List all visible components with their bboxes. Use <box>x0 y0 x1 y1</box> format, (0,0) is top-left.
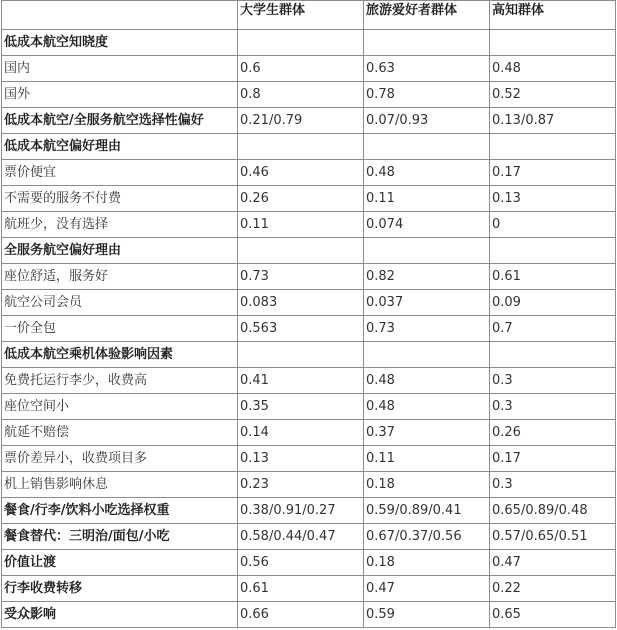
value-cell <box>490 342 616 368</box>
row-label-cell: 全服务航空偏好理由 <box>2 238 238 264</box>
value-cell <box>364 30 490 56</box>
table-row <box>2 238 616 264</box>
table-row <box>2 316 616 342</box>
value-cell: 0.083 <box>238 290 364 316</box>
value-cell: 0.6 <box>238 56 364 82</box>
value-cell <box>238 30 364 56</box>
value-cell: 0.11 <box>364 446 490 472</box>
table-row <box>2 420 616 446</box>
value-cell <box>238 134 364 160</box>
row-label-cell: 机上销售影响休息 <box>2 472 238 498</box>
row-label-cell: 不需要的服务不付费 <box>2 186 238 212</box>
value-cell: 0.22 <box>490 576 616 602</box>
value-cell: 0.074 <box>364 212 490 238</box>
value-cell: 0.82 <box>364 264 490 290</box>
value-cell: 0.63 <box>364 56 490 82</box>
value-cell: 0.037 <box>364 290 490 316</box>
row-label-cell: 座位空间小 <box>2 394 238 420</box>
value-cell <box>364 342 490 368</box>
row-label-cell: 低成本航空偏好理由 <box>2 134 238 160</box>
row-label-cell: 票价差异小，收费项目多 <box>2 446 238 472</box>
table-row <box>2 56 616 82</box>
value-cell: 0.73 <box>364 316 490 342</box>
value-cell: 0.38/0.91/0.27 <box>238 498 364 524</box>
value-cell <box>238 238 364 264</box>
table-row <box>2 472 616 498</box>
value-cell: 0.13 <box>238 446 364 472</box>
value-cell: 0.61 <box>238 576 364 602</box>
value-cell: 0.09 <box>490 290 616 316</box>
value-cell: 0.7 <box>490 316 616 342</box>
row-label-cell: 一价全包 <box>2 316 238 342</box>
row-label-cell: 国外 <box>2 82 238 108</box>
table-row <box>2 550 616 576</box>
table-row <box>2 264 616 290</box>
value-cell: 0.3 <box>490 472 616 498</box>
value-cell: 0.13 <box>490 186 616 212</box>
value-cell: 0.65 <box>490 602 616 628</box>
table-row <box>2 82 616 108</box>
row-label-cell: 餐食/行李/饮料小吃选择权重 <box>2 498 238 524</box>
value-cell: 0.563 <box>238 316 364 342</box>
value-cell: 0.17 <box>490 446 616 472</box>
value-cell: 0.59/0.89/0.41 <box>364 498 490 524</box>
value-cell: 0.37 <box>364 420 490 446</box>
row-label-cell: 航班少，没有选择 <box>2 212 238 238</box>
table-header-row <box>2 1 616 30</box>
value-cell: 0.3 <box>490 368 616 394</box>
table-row <box>2 160 616 186</box>
value-cell: 0.48 <box>364 394 490 420</box>
value-cell: 0.78 <box>364 82 490 108</box>
value-cell: 0.73 <box>238 264 364 290</box>
value-cell: 0.41 <box>238 368 364 394</box>
value-cell: 0.18 <box>364 550 490 576</box>
table-row <box>2 30 616 56</box>
value-cell: 0.8 <box>238 82 364 108</box>
value-cell: 0.14 <box>238 420 364 446</box>
table-row <box>2 134 616 160</box>
row-label-cell: 票价便宜 <box>2 160 238 186</box>
value-cell <box>490 134 616 160</box>
value-cell: 0.11 <box>364 186 490 212</box>
value-cell: 0.59 <box>364 602 490 628</box>
table-row <box>2 446 616 472</box>
header-cell-intellectuals: 高知群体 <box>490 1 616 30</box>
value-cell: 0 <box>490 212 616 238</box>
value-cell: 0.13/0.87 <box>490 108 616 134</box>
value-cell: 0.21/0.79 <box>238 108 364 134</box>
value-cell <box>490 238 616 264</box>
table-row <box>2 576 616 602</box>
value-cell: 0.48 <box>364 368 490 394</box>
value-cell: 0.56 <box>238 550 364 576</box>
value-cell: 0.67/0.37/0.56 <box>364 524 490 550</box>
header-cell-corner <box>2 1 238 30</box>
row-label-cell: 价值让渡 <box>2 550 238 576</box>
row-label-cell: 受众影响 <box>2 602 238 628</box>
table-row <box>2 394 616 420</box>
value-cell: 0.52 <box>490 82 616 108</box>
table-row <box>2 290 616 316</box>
value-cell <box>490 30 616 56</box>
table-row <box>2 212 616 238</box>
value-cell: 0.57/0.65/0.51 <box>490 524 616 550</box>
row-label-cell: 行李收费转移 <box>2 576 238 602</box>
value-cell <box>364 238 490 264</box>
value-cell: 0.17 <box>490 160 616 186</box>
value-cell: 0.65/0.89/0.48 <box>490 498 616 524</box>
table-row <box>2 602 616 628</box>
survey-table <box>1 0 616 628</box>
value-cell <box>238 342 364 368</box>
row-label-cell: 航空公司会员 <box>2 290 238 316</box>
table-row <box>2 368 616 394</box>
row-label-cell: 餐食替代：三明治/面包/小吃 <box>2 524 238 550</box>
value-cell: 0.47 <box>490 550 616 576</box>
row-label-cell: 座位舒适，服务好 <box>2 264 238 290</box>
value-cell: 0.26 <box>238 186 364 212</box>
value-cell: 0.18 <box>364 472 490 498</box>
value-cell: 0.47 <box>364 576 490 602</box>
table-row <box>2 498 616 524</box>
value-cell: 0.48 <box>364 160 490 186</box>
row-label-cell: 低成本航空知晓度 <box>2 30 238 56</box>
value-cell: 0.07/0.93 <box>364 108 490 134</box>
value-cell: 0.26 <box>490 420 616 446</box>
value-cell: 0.23 <box>238 472 364 498</box>
header-cell-travel-lovers: 旅游爱好者群体 <box>364 1 490 30</box>
value-cell: 0.61 <box>490 264 616 290</box>
value-cell: 0.58/0.44/0.47 <box>238 524 364 550</box>
table-row <box>2 186 616 212</box>
row-label-cell: 航延不赔偿 <box>2 420 238 446</box>
value-cell <box>364 134 490 160</box>
value-cell: 0.11 <box>238 212 364 238</box>
value-cell: 0.66 <box>238 602 364 628</box>
table-row <box>2 342 616 368</box>
table-row <box>2 108 616 134</box>
row-label-cell: 低成本航空乘机体验影响因素 <box>2 342 238 368</box>
row-label-cell: 国内 <box>2 56 238 82</box>
value-cell: 0.46 <box>238 160 364 186</box>
value-cell: 0.35 <box>238 394 364 420</box>
value-cell: 0.48 <box>490 56 616 82</box>
header-cell-students: 大学生群体 <box>238 1 364 30</box>
table-row <box>2 524 616 550</box>
row-label-cell: 免费托运行李少，收费高 <box>2 368 238 394</box>
value-cell: 0.3 <box>490 394 616 420</box>
row-label-cell: 低成本航空/全服务航空选择性偏好 <box>2 108 238 134</box>
